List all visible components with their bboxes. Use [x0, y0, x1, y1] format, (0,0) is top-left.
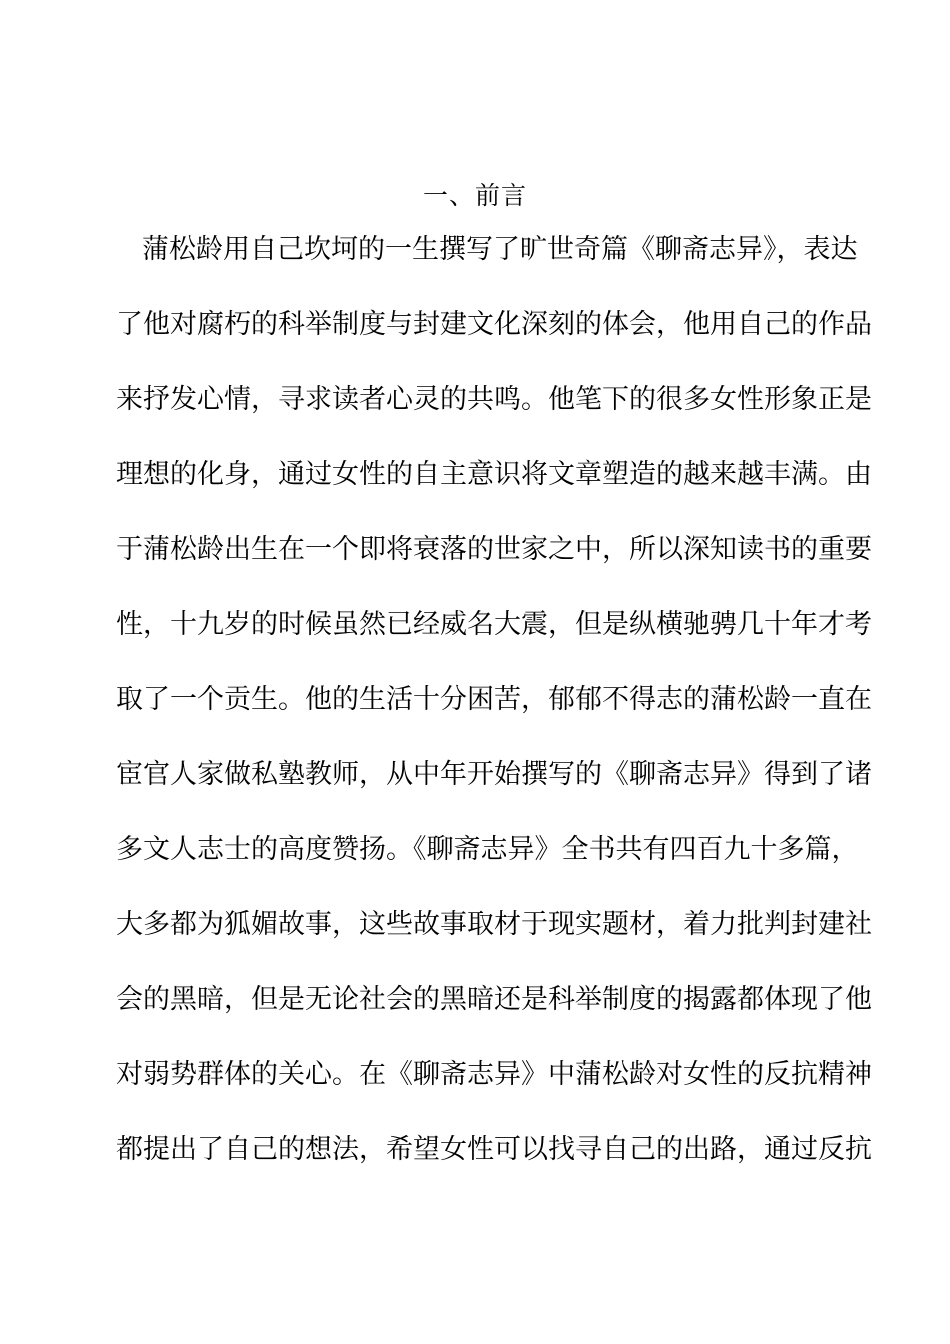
paragraph-line: 了他对腐朽的科举制度与封建文化深刻的体会，他用自己的作品: [116, 309, 872, 340]
paragraph-line: 对弱势群体的关心。在《聊斋志异》中蒲松龄对女性的反抗精神: [116, 1059, 872, 1090]
section-heading: 一、前言: [422, 181, 527, 210]
paragraph-line: 性，十九岁的时候虽然已经威名大震，但是纵横驰骋几十年才考: [116, 609, 872, 640]
paragraph-line: 于蒲松龄出生在一个即将衰落的世家之中，所以深知读书的重要: [116, 534, 872, 565]
paragraph-line: 会的黑暗，但是无论社会的黑暗还是科举制度的揭露都体现了他: [116, 984, 872, 1015]
paragraph-line: 理想的化身，通过女性的自主意识将文章塑造的越来越丰满。由: [116, 459, 872, 490]
paragraph-line: 蒲松龄用自己坎坷的一生撰写了旷世奇篇《聊斋志异》，表达: [142, 234, 858, 265]
paragraph-line: 大多都为狐媚故事，这些故事取材于现实题材，着力批判封建社: [116, 909, 872, 940]
paragraph-line: 多文人志士的高度赞扬。《聊斋志异》全书共有四百九十多篇，: [116, 834, 859, 865]
paragraph-line: 宦官人家做私塾教师，从中年开始撰写的《聊斋志异》得到了诸: [116, 759, 872, 790]
paragraph-line: 取了一个贡生。他的生活十分困苦，郁郁不得志的蒲松龄一直在: [116, 684, 872, 715]
paragraph-line: 来抒发心情，寻求读者心灵的共鸣。他笔下的很多女性形象正是: [116, 384, 872, 415]
paragraph-line: 都提出了自己的想法，希望女性可以找寻自己的出路，通过反抗: [116, 1134, 872, 1165]
